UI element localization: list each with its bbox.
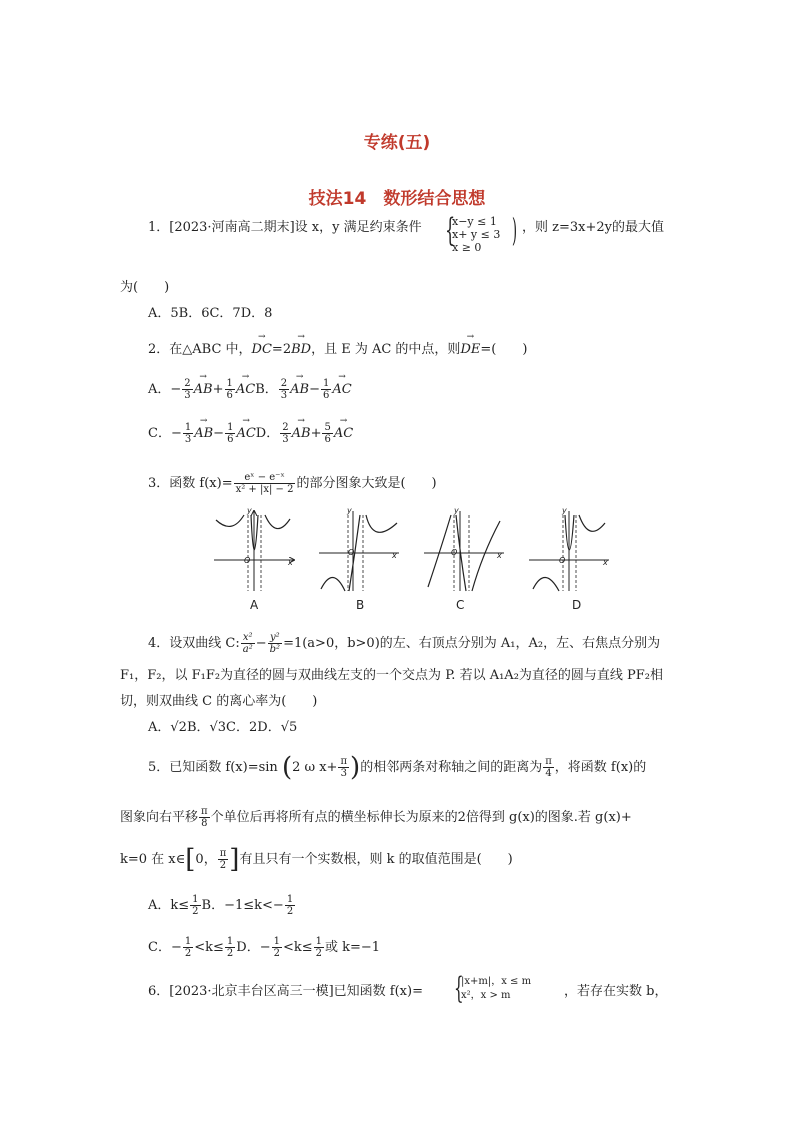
graph-c-origin: O (451, 548, 458, 557)
question-2-stem: 2．在△ABC 中，→ DC=2→ BD，且 E 为 AC 的中点，则→ DE=( ) (148, 342, 527, 358)
graph-label-d: D (572, 598, 582, 612)
constraint-1: x−y ≤ 1 (452, 215, 497, 228)
question-1-options: A．5B．6C．7D．8 (148, 306, 273, 321)
brace-left: { (445, 211, 456, 249)
graph-c-x-label: x (497, 551, 502, 560)
constraint-3: x ≥ 0 (452, 241, 482, 254)
page-title: 专练(五) (363, 133, 431, 153)
graph-c-y-label: y (454, 506, 459, 515)
question-6-tail: ，若存在实数 b， (564, 984, 668, 999)
graph-d-x-label: x (603, 558, 608, 567)
question-3-stem: 3．函数 f(x)= $\frac{\text{eˣ − e⁻ˣ}}{\text{x² + |x| − 2}}$ 的部分图象大致是( ) (148, 472, 437, 495)
section-title: 技法14 数形结合思想 (308, 189, 486, 209)
question-4-line3: 切，则双曲线 C 的离心率为( ) (120, 694, 318, 709)
question-5-line2: 图象向右平移 $\frac{\pi}{8}$ 个单位后再将所有点的横坐标伸长为原来的2倍得到 g(x)的图象.若 g(x)+ (120, 806, 632, 829)
graph-b-y-label: y (347, 506, 352, 515)
case-2: x²，x > m (461, 990, 511, 1001)
graph-label-c: C (456, 598, 465, 612)
question-5-line1: 5．已知函数 f(x)=sin (2 ω x+ $\frac{\pi}{3}$ )的相邻两条对称轴之间的距离为 $\frac{\pi}{4}$ ，将函数 f(x)的 (148, 752, 647, 783)
question-1-line1: 1．[2023·河南高二期末]设 x，y 满足约束条件 (148, 220, 422, 235)
question-4-line1: 4．设双曲线 C: $\frac{\text{x²}}{\text{a²}}$ − $\frac{\text{y²}}{\text{b²}}$ =1(a>0，b>0)的左、右顶点分别为 A₁，A₂，左、右焦点分别为 (148, 632, 661, 655)
graph-d-origin: O (559, 556, 566, 565)
graph-label-b: B (356, 598, 365, 612)
question-5-options-ab: A．k≤ $\frac{1}{2}$ B．−1≤k<− $\frac{1}{2}$ (148, 894, 294, 917)
question-2-options-cd: C．− $\frac{1}{3}$ → AB− $\frac{1}{6}$ → ACD． $\frac{2}{3}$ → AB+ $\frac{5}{6}$ → AC (148, 422, 353, 445)
case-1: |x+m|，x ≤ m (461, 976, 532, 987)
question-4-line2: F₁，F₂，以 F₁F₂为直径的圆与双曲线左支的一个交点为 P. 若以 A₁A₂为直径的圆与直线 PF₂相 (120, 668, 664, 683)
graph-label-a: A (250, 598, 259, 612)
question-1-tail: ，则 z=3x+2y的最大值 (522, 220, 664, 235)
question-6-line1: 6．[2023·北京丰台区高三一模]已知函数 f(x)= (148, 984, 423, 999)
graph-d-y-label: y (562, 506, 567, 515)
graph-b-x-label: x (392, 551, 397, 560)
graph-d (525, 505, 615, 597)
graph-a (210, 505, 300, 597)
graph-a-x-label: x (288, 558, 293, 567)
paren-right: ) (512, 211, 517, 249)
question-5-options-cd: C．− $\frac{1}{2}$ <k≤ $\frac{1}{2}$ D．− $\frac{1}{2}$ <k≤ $\frac{1}{2}$ 或 k=−1 (148, 936, 381, 959)
question-5-line3: k=0 在 x∈[0， $\frac{\pi}{2}$ ]有且只有一个实数根，则 k 的取值范围是( ) (120, 844, 513, 875)
question-4-options: A．√2B．√3C．2D．√5 (148, 720, 298, 735)
question-2-options-ab: A．− $\frac{2}{3}$ → AB+ $\frac{1}{6}$ → ACB． $\frac{2}{3}$ → AB− $\frac{1}{6}$ → AC (148, 378, 352, 401)
constraint-2: x+ y ≤ 3 (452, 228, 501, 241)
graph-a-y-label: y (247, 506, 252, 515)
cases-brace: { (454, 971, 464, 1006)
graph-b-origin: O (348, 548, 355, 557)
graph-a-origin: O (244, 556, 251, 565)
question-1-line2: 为( ) (120, 280, 170, 295)
